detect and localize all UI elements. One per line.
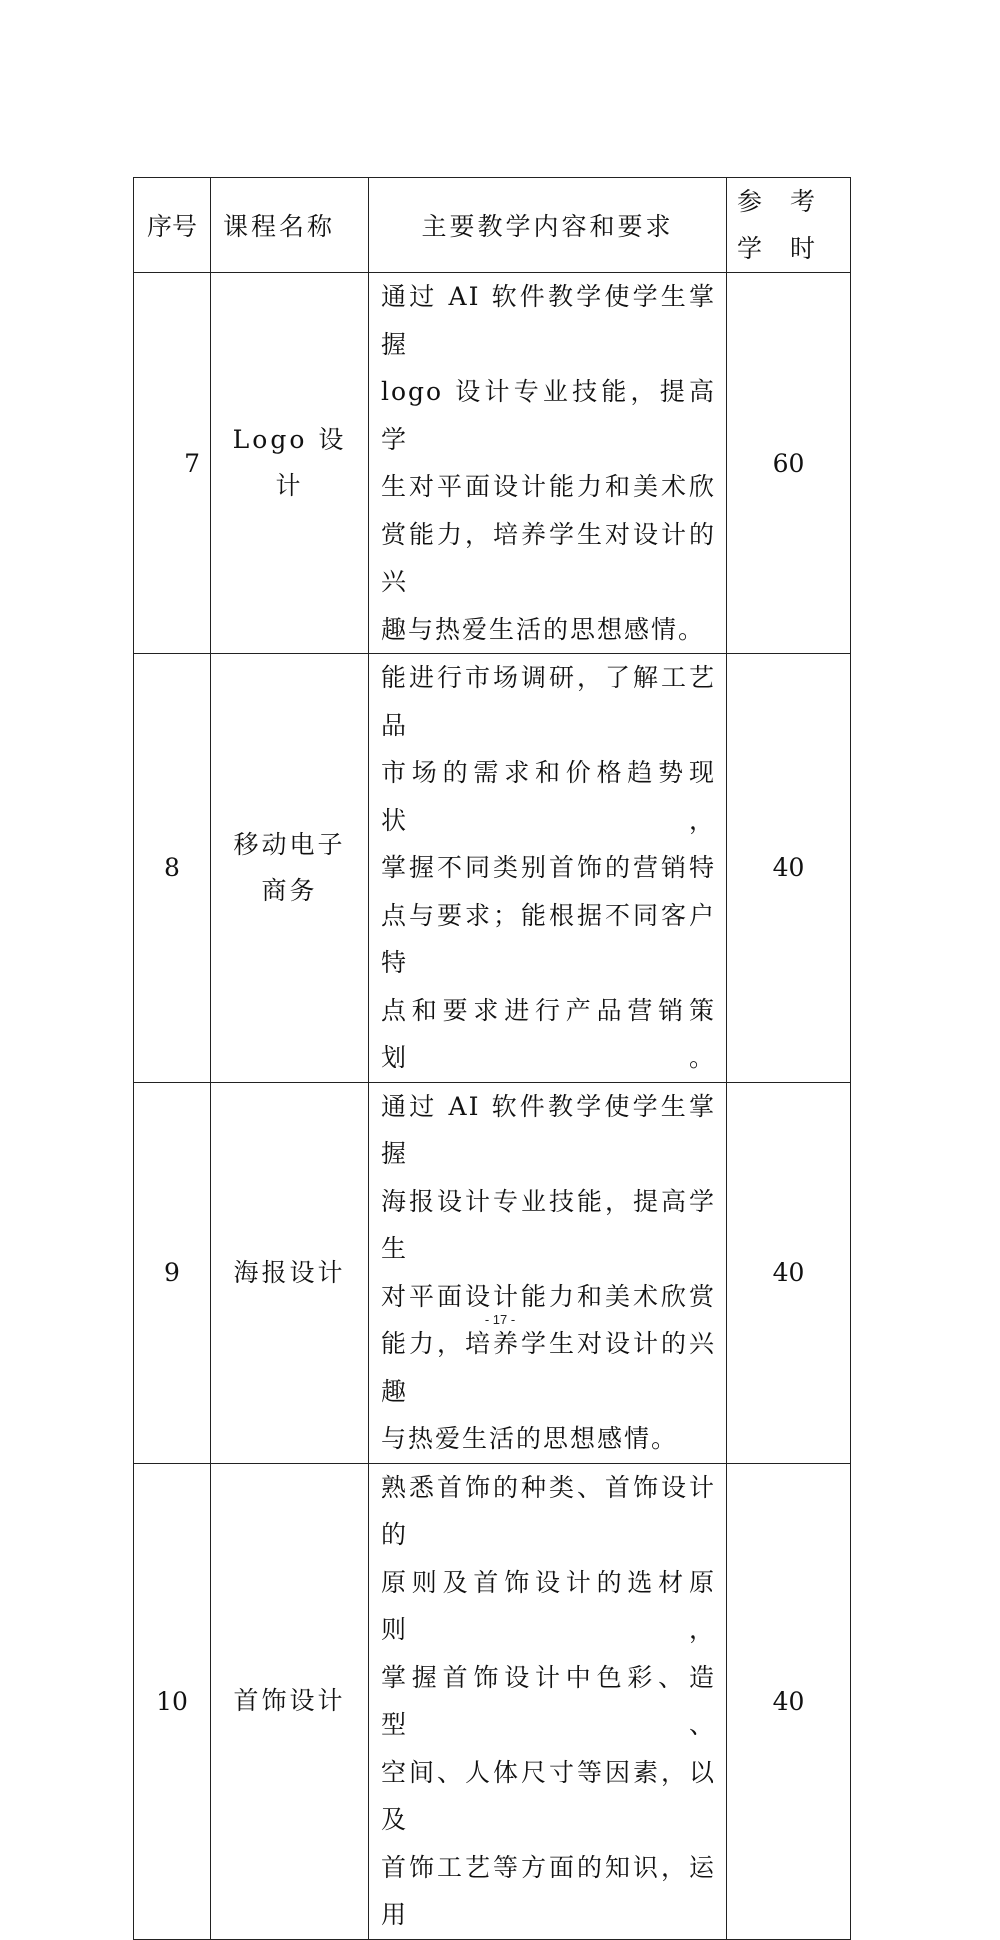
header-num: 序号 xyxy=(134,178,211,273)
content-line: logo 设计专业技能，提高学 xyxy=(381,377,716,454)
content-line: 赏能力，培养学生对设计的兴 xyxy=(381,519,716,596)
header-content: 主要教学内容和要求 xyxy=(369,178,727,273)
row-content xyxy=(369,1463,727,1939)
content-line: 熟悉首饰的种类、首饰设计的 xyxy=(381,1472,716,1549)
row-num: 9 xyxy=(134,1082,211,1463)
row-num: 7 xyxy=(134,273,211,654)
row-num: 8 xyxy=(134,654,211,1083)
content-line: 掌握首饰设计中色彩、造型、 xyxy=(381,1662,716,1739)
row-course-name: 首饰设计 xyxy=(211,1463,369,1939)
header-name: 课程名称 xyxy=(211,178,369,273)
row-hours: 40 xyxy=(727,654,851,1083)
table-row xyxy=(134,273,851,654)
table-row xyxy=(134,1463,851,1939)
content-line: 点与要求；能根据不同客户特 xyxy=(381,900,716,977)
row-content xyxy=(369,654,727,1083)
content-line: 掌握不同类别首饰的营销特 xyxy=(381,853,716,882)
content-line: 通过 AI 软件教学使学生掌握 xyxy=(381,282,716,359)
content-line: 市场的需求和价格趋势现状， xyxy=(381,758,716,835)
row-content xyxy=(369,273,727,654)
header-hours: 参 考 学 时 xyxy=(727,178,851,273)
content-line: 点和要求进行产品营销策划。 xyxy=(381,995,716,1072)
content-line: 对平面设计能力和美术欣赏 xyxy=(381,1281,716,1311)
content-line: 生对平面设计能力和美术欣 xyxy=(381,472,716,501)
row-course-name: 海报设计 xyxy=(211,1082,369,1463)
content-line: 通过 AI 软件教学使学生掌握 xyxy=(381,1091,716,1168)
row-num: 10 xyxy=(134,1463,211,1939)
content-line: 原则及首饰设计的选材原则， xyxy=(381,1567,716,1644)
row-course-name: 移动电子商务 xyxy=(211,654,369,1083)
content-line: 趣与热爱生活的思想感情。 xyxy=(381,614,706,644)
course-table xyxy=(133,177,851,1940)
content-line: 首饰工艺等方面的知识，运用 xyxy=(381,1852,716,1929)
content-line: 海报设计专业技能，提高学生 xyxy=(381,1186,716,1263)
row-hours: 40 xyxy=(727,1082,851,1463)
table-header-row xyxy=(134,178,851,273)
table-row xyxy=(134,654,851,1083)
table-row xyxy=(134,1082,851,1463)
page-number: - 17 - xyxy=(484,1312,516,1327)
row-content xyxy=(369,1082,727,1463)
content-line: 能力，培养学生对设计的兴趣 xyxy=(381,1329,716,1406)
content-line: 与热爱生活的思想感情。 xyxy=(381,1424,679,1453)
content-line: 能进行市场调研，了解工艺品 xyxy=(381,663,716,740)
row-hours: 40 xyxy=(727,1463,851,1939)
row-hours: 60 xyxy=(727,273,851,654)
row-course-name: Logo 设计 xyxy=(211,273,369,654)
content-line: 空间、人体尺寸等因素，以及 xyxy=(381,1757,716,1834)
